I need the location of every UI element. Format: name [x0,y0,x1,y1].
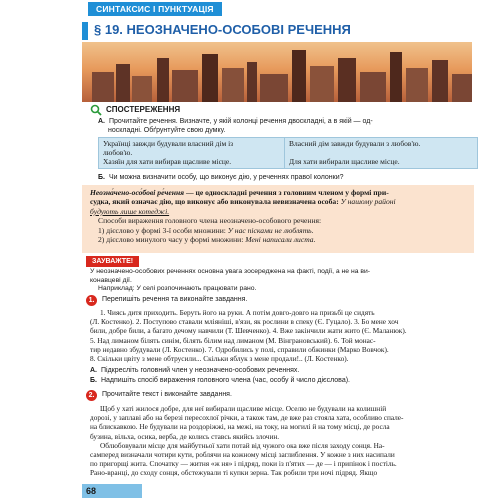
page-number-bar [82,484,142,498]
subtask-a-text: Підкресліть головний член у неозначено-особових реченнях. [101,367,300,374]
exercise-2-text [90,404,474,478]
exercise-2-line: Рано-вранці, до сходу сонця, обстежували ті купки зерна. Так робили три ночі підряд. Якщо [90,468,378,478]
exercise-2-line: на блискавкою. Не будували на роздоріжжі, на межі, на току, на могилі й на тому місці, де росла [90,422,390,432]
rule-example-1a: У нашому районі [338,197,396,207]
rule-text [90,188,468,244]
city-skyline-image [82,42,472,102]
exercise-2-number: 2. [86,390,97,401]
rule-example-2: У нас пісками не люблять. [227,225,314,235]
task-a-text: Прочитайте речення. Визначте, у якій колонці речення двоскладні, а в якій — од- [109,118,373,125]
rule-line-5: 1) дієслово у формі 3-ї особи множини: [98,225,228,235]
exercise-2-line: бузина, вільха, осика, верба, де колись ставсь якийсь злочин. [90,431,280,441]
comparison-table [98,137,478,169]
rule-line-4: Способи вираження головного члена неозначено-особового речення: [98,216,322,226]
title-accent-bar [82,22,88,40]
exercise-1-line: 8. Скільки цвіту з мене обтрусили... Скільки яблук з мене продали!.. (Л. Костенко). [90,354,349,364]
note-text [90,268,470,294]
note-line-2: конавцеві дії. [90,276,132,284]
left-column-line-3: Хазяїн для хати вибирав щасливе місце. [103,157,232,166]
column-divider [284,138,285,168]
rule-box [82,185,474,253]
exercise-1-line: 1. Чиясь дитя приходить. Беруть його на руки. А потім довго-довго на призьбі це сидять [100,308,375,317]
rule-example-1b: будують лише котеджі. [90,206,170,216]
task-b-text: Чи можна визначити особу, що виконує дію, у реченнях правої колонки? [108,174,344,181]
observation-heading: СПОСТЕРЕЖЕННЯ [106,105,181,114]
task-b-label: Б. [98,174,105,181]
task-a-label: А. [98,118,105,125]
exercise-1-label: Перепишіть речення та виконайте завдання. [102,296,248,303]
exercise-2-label: Прочитайте текст і виконайте завдання. [102,391,232,398]
subtask-a-label: А. [90,367,97,374]
task-a-text-2: носкладні. Обґрунтуйте свою думку. [108,127,226,134]
note-tag: ЗАУВАЖТЕ! [86,256,139,267]
rule-line-1: — це односкладні речення з головним членом у формі при- [184,188,389,197]
right-column-line-1: Власний дім завжди будували з любов'ю. [289,139,421,148]
exercise-1-line: тир недавно збудували (Л. Костенко). 7. Одробились у полі, справили обжинки (Марко Вовчок). [90,344,389,354]
left-column-line-2: любов'ю. [103,148,133,157]
task-b [98,173,474,182]
exercise-1-line: (Л. Костенко). 2. Поступово ставали мліяніші, в'язи, як рослини в спеку (Є. Гуцало). 3. Бо мене хоч [90,317,399,327]
rule-line-6: 2) дієслово минулого часу у формі множини: [98,235,246,245]
subtask-b-label: Б. [90,377,97,384]
exercise-1-line: 5. Над лиманом білять синім, білять білим над лиманом (М. Вінграновський). 6. Той монас- [90,335,376,345]
exercise-1-text [90,308,474,363]
left-column-line-1: Українці завжди будували власний дім із [103,139,234,148]
exercise-1-number: 1. [86,295,97,306]
exercise-2-line: Облюбовували місце для майбутньої хати потай від чужого ока вже після заходу сонця. На- [100,440,385,450]
exercise-1-subtask-a [90,366,299,375]
exercise-2-line: самперед визначали чотири кути, роблячи на кожному місці заглиблення. У кожне з них насипали [90,450,395,460]
section-title: § 19. НЕОЗНАЧЕНО-ОСОБОВІ РЕЧЕННЯ [94,22,351,37]
magnifier-icon [90,104,102,116]
task-a [98,117,474,135]
subtask-b-text: Надпишіть спосіб вираження головного члена (час, особу й число дієслова). [100,377,350,384]
section-header-tab: СИНТАКСИС І ПУНКТУАЦІЯ [88,2,222,16]
exercise-1-line: били, добре били, а багато дечому навчили (Т. Шевченко). 4. Вже закінчили жати жито (Є. Маланюк). [90,326,407,336]
page-number: 68 [86,486,97,496]
exercise-2-line: дорозі, у заплаві або на березі пересохлої річки, а також там, де вже раз стояла хата, особливо спале- [90,413,404,423]
exercise-2-line: по пригорщі жита. Спочатку — житня «ж ня» і підряд, поки із п'ятих — де — і припінок і постіль. [90,459,397,469]
rule-example-3: Мені написали листа. [245,235,316,245]
rule-line-2: судка, який означає дію, що виконує або виконувала невизначена особа: [90,197,339,207]
exercise-2-line: Щоб у хаті жилося добре, для неї вибирали щасливе місце. Оселю не будували на колишній [100,404,387,413]
right-column-line-2: Для хати вибирали щасливе місце. [289,157,400,166]
note-line-3: Наприклад: У селі розпочинають працювати рано. [98,285,257,293]
exercise-1-subtask-b [90,376,350,385]
note-line-1: У неозначено-особових реченнях основна увага зосереджена на факті, події, а не на ви- [90,268,371,275]
rule-term: Неозна́чено-осо́бові ре́чення [90,188,185,197]
